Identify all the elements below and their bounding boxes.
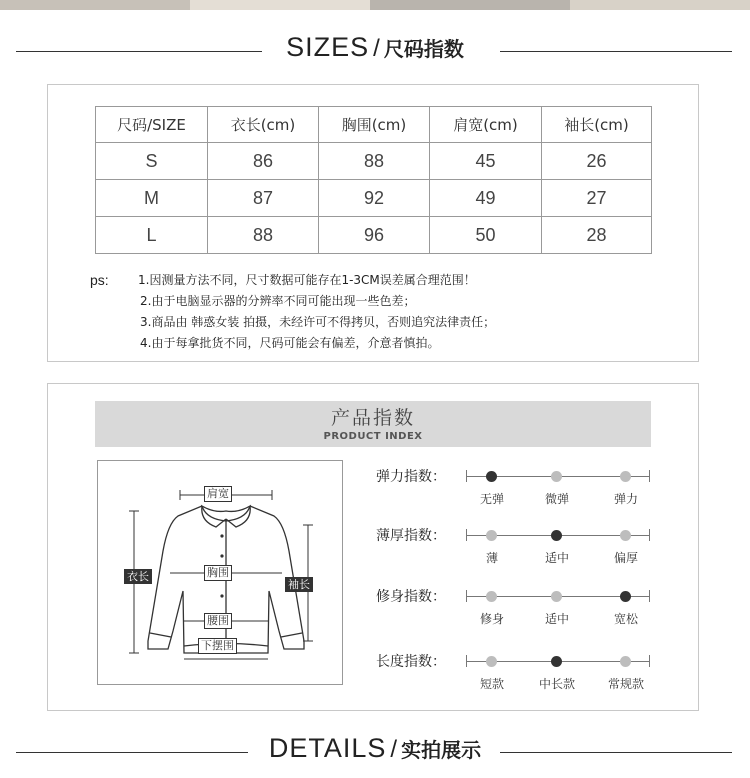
index-option: 常规款 bbox=[607, 677, 644, 691]
shoulder-cell: 50 bbox=[430, 217, 542, 254]
index-track-end bbox=[649, 655, 650, 667]
index-dot bbox=[620, 530, 631, 541]
details-section-title bbox=[0, 733, 750, 773]
index-option: 宽松 bbox=[613, 612, 638, 626]
index-dot bbox=[620, 656, 631, 667]
index-dot bbox=[486, 471, 497, 482]
index-track-start bbox=[466, 655, 467, 667]
size-table-header: 肩宽(cm) bbox=[430, 107, 542, 143]
index-track-start bbox=[466, 529, 467, 541]
index-label: 薄厚指数： bbox=[376, 528, 446, 544]
size-table-header: 衣长(cm) bbox=[208, 107, 319, 143]
note-item: 4.由于每拿批货不同，尺码可能会有偏差，介意者慎拍。 bbox=[140, 336, 440, 350]
size-cell: S bbox=[96, 143, 208, 180]
index-label: 长度指数： bbox=[376, 654, 446, 670]
index-track-start bbox=[466, 470, 467, 482]
product-index-title-cn: 产品指数 bbox=[330, 407, 415, 429]
garment-label-waist: 腰围 bbox=[204, 613, 232, 629]
index-dot bbox=[486, 591, 497, 602]
length-cell: 87 bbox=[208, 180, 319, 217]
photo-strip-segment bbox=[570, 0, 750, 10]
note-item: 2.由于电脑显示器的分辨率不同可能出现一些色差； bbox=[140, 294, 416, 308]
size-cell: L bbox=[96, 217, 208, 254]
sizes-title-en: SIZES bbox=[286, 32, 370, 62]
index-option: 微弹 bbox=[544, 492, 569, 506]
length-index bbox=[374, 651, 654, 691]
index-track-end bbox=[649, 529, 650, 541]
table-row bbox=[96, 143, 652, 180]
sleeve-cell: 27 bbox=[542, 180, 652, 217]
index-track-end bbox=[649, 590, 650, 602]
details-title-en: DETAILS bbox=[268, 733, 387, 763]
size-cell: M bbox=[96, 180, 208, 217]
length-cell: 88 bbox=[208, 217, 319, 254]
length-cell: 86 bbox=[208, 143, 319, 180]
chest-cell: 92 bbox=[319, 180, 430, 217]
thickness-index bbox=[374, 525, 654, 565]
size-table bbox=[95, 106, 652, 254]
index-dot bbox=[551, 656, 562, 667]
size-table-header: 尺码/SIZE bbox=[96, 107, 208, 143]
garment-label-sleeve: 袖长 bbox=[285, 577, 313, 592]
sleeve-cell: 28 bbox=[542, 217, 652, 254]
note-item: 1.因测量方法不同，尺寸数据可能存在1-3CM误差属合理范围！ bbox=[138, 273, 476, 287]
product-index-title-en: PRODUCT INDEX bbox=[323, 431, 423, 442]
index-dot bbox=[486, 656, 497, 667]
elasticity-index bbox=[374, 466, 654, 506]
fit-index bbox=[374, 586, 654, 626]
details-title-cn: 实拍展示 bbox=[401, 738, 482, 762]
chest-cell: 88 bbox=[319, 143, 430, 180]
index-dot bbox=[551, 530, 562, 541]
garment-diagram bbox=[97, 460, 343, 685]
chest-cell: 96 bbox=[319, 217, 430, 254]
shoulder-cell: 45 bbox=[430, 143, 542, 180]
photo-strip-segment bbox=[370, 0, 570, 10]
product-index-header bbox=[95, 401, 651, 447]
garment-label-hem: 下摆围 bbox=[198, 638, 237, 654]
sizes-section-title bbox=[0, 32, 750, 72]
index-option: 薄 bbox=[485, 551, 498, 565]
size-table-header: 胸围(cm) bbox=[319, 107, 430, 143]
index-dot bbox=[551, 471, 562, 482]
photo-strip-segment bbox=[0, 0, 190, 10]
index-label: 修身指数： bbox=[376, 589, 446, 605]
top-photo-strip bbox=[0, 0, 750, 10]
index-option: 弹力 bbox=[613, 492, 638, 506]
photo-strip-segment bbox=[190, 0, 370, 10]
index-label: 弹力指数： bbox=[376, 469, 446, 485]
garment-label-shoulder: 肩宽 bbox=[204, 486, 232, 502]
table-row bbox=[96, 217, 652, 254]
index-track-end bbox=[649, 470, 650, 482]
garment-label-chest: 胸围 bbox=[204, 565, 232, 581]
index-option: 短款 bbox=[479, 677, 504, 691]
details-title-separator: / bbox=[390, 736, 398, 763]
note-item: 3.商品由 韩惑女装 拍摄，未经许可不得拷贝，否则追究法律责任； bbox=[140, 315, 496, 329]
size-chart-box bbox=[47, 84, 699, 362]
product-index-box bbox=[47, 383, 699, 711]
notes-prefix: ps: bbox=[90, 272, 109, 288]
sizes-title-cn: 尺码指数 bbox=[383, 37, 464, 61]
index-dot bbox=[551, 591, 562, 602]
index-dot bbox=[620, 591, 631, 602]
index-option: 修身 bbox=[479, 612, 504, 626]
index-dot bbox=[486, 530, 497, 541]
index-option: 适中 bbox=[544, 551, 569, 565]
sleeve-cell: 26 bbox=[542, 143, 652, 180]
garment-label-length: 衣长 bbox=[124, 569, 152, 584]
size-table-header-row bbox=[96, 107, 652, 143]
notes-list bbox=[138, 270, 495, 354]
table-row bbox=[96, 180, 652, 217]
index-track-start bbox=[466, 590, 467, 602]
index-dot bbox=[620, 471, 631, 482]
index-option: 无弹 bbox=[479, 492, 504, 506]
sizes-title-separator: / bbox=[373, 35, 380, 62]
index-option: 偏厚 bbox=[613, 551, 638, 565]
index-option: 中长款 bbox=[538, 677, 575, 691]
index-option: 适中 bbox=[544, 612, 569, 626]
size-table-header: 袖长(cm) bbox=[542, 107, 652, 143]
shoulder-cell: 49 bbox=[430, 180, 542, 217]
